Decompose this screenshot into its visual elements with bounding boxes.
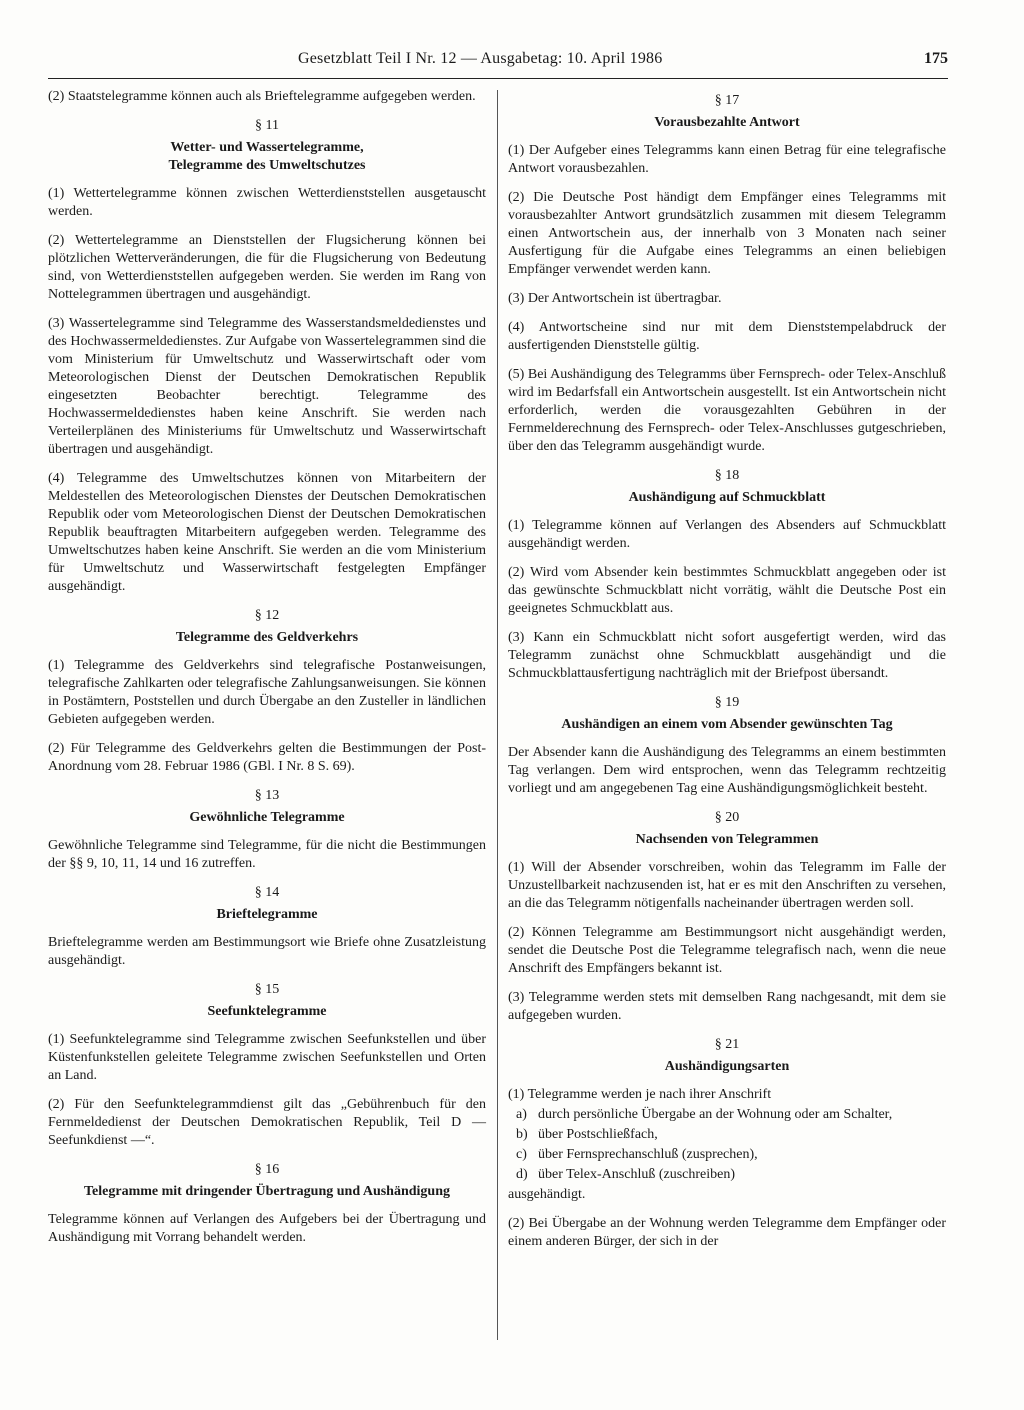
section-11-number: § 11 — [255, 118, 279, 133]
section-21-paragraph-2: (2) Bei Übergabe an der Wohnung werden Telegramme dem Empfänger oder einem anderen Bürger, der sich in der — [508, 1216, 946, 1249]
section-21-number: § 21 — [714, 1037, 740, 1052]
paragraph-10-2: (2) Staatstelegramme können auch als Brieftelegramme aufgegeben werden. — [48, 89, 476, 104]
section-13-number: § 13 — [254, 788, 280, 803]
section-15-number: § 15 — [254, 982, 280, 997]
section-11-title — [48, 139, 486, 175]
list-item — [508, 1126, 946, 1144]
section-16-title: Telegramme mit dringender Übertragung und Aushändigung — [84, 1184, 450, 1199]
column-divider — [497, 90, 498, 1340]
section-20-number: § 20 — [714, 810, 740, 825]
section-20-title: Nachsenden von Telegrammen — [635, 832, 819, 847]
list-text: durch persönliche Übergabe an der Wohnung oder am Schalter, — [538, 1107, 893, 1122]
section-17-paragraph-5: (5) Bei Aushändigung des Telegramms über Fernsprech- oder Telex-Anschluß wird im Bedarfsfall ein Antwortschein ausgestellt. Ist ein Antwortschein nicht erforderlich, werden die vorausgezahlten Gebühren in der Fernmelderechnung des Fernsprech- oder Telex-Anschlusses gutgeschrieben, über den das Telegramm ausgehändigt wurde. — [508, 367, 946, 454]
list-text: über Fernsprechanschluß (zusprechen), — [538, 1147, 758, 1162]
section-19-paragraph-1: Der Absender kann die Aushändigung des Telegramms an einem bestimmten Tag verlangen. Dem wird entsprochen, wenn das Telegramm rechtzeitig vorliegt und am angegebenen Tag eine Aushändigungsmöglichkeit besteht. — [508, 745, 946, 796]
section-11-title-line1: Wetter- und Wassertelegramme, — [170, 140, 364, 155]
section-18-number: § 18 — [714, 468, 740, 483]
list-item — [508, 1166, 946, 1184]
section-11-title-line2: Telegramme des Umweltschutzes — [168, 158, 366, 173]
section-17-paragraph-4: (4) Antwortscheine sind nur mit dem Dienststempelabdruck der ausfertigenden Dienststelle gültig. — [508, 320, 946, 353]
section-21-paragraph-1: (1) Telegramme werden je nach ihrer Anschrift — [508, 1087, 772, 1102]
section-14-paragraph-1: Brieftelegramme werden am Bestimmungsort wie Briefe ohne Zusatzleistung ausgehändigt. — [48, 935, 486, 968]
section-12-paragraph-1: (1) Telegramme des Geldverkehrs sind telegrafische Postanweisungen, telegrafische Zahlkarten oder telegrafische Zahlungsanweisungen. Sie können in Postämtern, Poststellen und durch Übergabe an den Zusteller in ländlichen Gebieten aufgegeben werden. — [48, 658, 486, 727]
section-18-paragraph-1: (1) Telegramme können auf Verlangen des Absenders auf Schmuckblatt ausgehändigt werden. — [508, 518, 946, 551]
section-17-paragraph-2: (2) Die Deutsche Post händigt dem Empfänger eines Telegramms mit vorausbezahlter Antwort grundsätzlich zusammen mit diesem Telegramm einen Antwortschein aus, der innerhalb von 3 Monaten nach seiner Ausfertigung für die Aufgabe eines Telegramms an einen beliebigen Empfänger verwendet werden kann. — [508, 190, 946, 277]
section-17-title: Vorausbezahlte Antwort — [654, 115, 800, 130]
section-15-paragraph-1: (1) Seefunktelegramme sind Telegramme zwischen Seefunkstellen und über Küstenfunkstellen geleitete Telegramme zwischen Seefunkstellen und Orten an Land. — [48, 1032, 486, 1083]
section-21-list — [508, 1106, 946, 1184]
section-11-paragraph-2: (2) Wettertelegramme an Dienststellen der Flugsicherung können bei plötzlichen Wetterveränderungen, die für die Flugsicherung von Bedeutung sind, von Wetterdienststellen aufgegeben werden. Sie werden im Rang von Nottelegrammen übertragen und ausgehändigt. — [48, 233, 486, 302]
section-18-title: Aushändigung auf Schmuckblatt — [628, 490, 826, 505]
section-19-title: Aushändigen an einem vom Absender gewünschten Tag — [561, 717, 893, 732]
section-20-paragraph-3: (3) Telegramme werden stets mit demselben Rang nachgesandt, mit dem sie aufgegeben wurden. — [508, 990, 946, 1023]
list-marker: c) — [516, 1147, 527, 1162]
section-21-title: Aushändigungsarten — [664, 1059, 790, 1074]
list-item — [508, 1106, 946, 1124]
section-16-number: § 16 — [254, 1162, 280, 1177]
page-header — [48, 48, 948, 79]
section-13-title: Gewöhnliche Telegramme — [189, 810, 345, 825]
section-11-paragraph-3: (3) Wassertelegramme sind Telegramme des Wasserstandsmeldedienstes und des Hochwassermeldedienstes. Zur Aufgabe von Wassertelegrammen sind die vom Ministerium für Umweltschutz und Wasserwirtschaft oder vom Meteorologischen Dienst der Deutschen Demokratischen Republik eingesetzten Beobachter berechtigt. Telegramme des Hochwassermeldedienstes haben keine Anschrift. Sie werden nach Verteilerplänen des Ministeriums für Umweltschutz und Wasserwirtschaft übertragen und ausgehändigt. — [48, 316, 486, 457]
list-marker: b) — [516, 1127, 528, 1142]
section-12-paragraph-2: (2) Für Telegramme des Geldverkehrs gelten die Bestimmungen der Post-Anordnung vom 28. Februar 1986 (GBl. I Nr. 8 S. 69). — [48, 741, 486, 774]
section-14-number: § 14 — [254, 885, 280, 900]
list-marker: d) — [516, 1167, 528, 1182]
section-21-list-closing: ausgehändigt. — [508, 1187, 586, 1202]
right-column — [508, 92, 946, 1262]
header-title: Gesetzblatt Teil I Nr. 12 — Ausgabetag: 10. April 1986 — [298, 50, 663, 67]
section-16-paragraph-1: Telegramme können auf Verlangen des Aufgebers bei der Übertragung und Aushändigung mit Vorrang behandelt werden. — [48, 1212, 486, 1245]
section-20-paragraph-1: (1) Will der Absender vorschreiben, wohin das Telegramm im Falle der Unzustellbarkeit nachzusenden ist, hat er es mit den Anschriften zu versehen, an die das Telegramm nötigenfalls nacheinander übertragen werden soll. — [508, 860, 946, 911]
section-17-paragraph-1: (1) Der Aufgeber eines Telegramms kann einen Betrag für eine telegrafische Antwort vorausbezahlen. — [508, 143, 946, 176]
section-20-paragraph-2: (2) Können Telegramme am Bestimmungsort nicht ausgehändigt werden, sendet die Deutsche Post die Telegramme telegrafisch nach, wenn die neue Anschrift des Empfängers bekannt ist. — [508, 925, 946, 976]
section-11-paragraph-1: (1) Wettertelegramme können zwischen Wetterdienststellen ausgetauscht werden. — [48, 186, 486, 219]
section-13-paragraph-1: Gewöhnliche Telegramme sind Telegramme, für die nicht die Bestimmungen der §§ 9, 10, 11, 14 und 16 zutreffen. — [48, 838, 486, 871]
section-12-number: § 12 — [254, 608, 280, 623]
section-18-paragraph-2: (2) Wird vom Absender kein bestimmtes Schmuckblatt angegeben oder ist das gewünschte Schmuckblatt nicht vorrätig, wählt die Deutsche Post ein geeignetes Schmuckblatt aus. — [508, 565, 946, 616]
list-text: über Postschließfach, — [538, 1127, 658, 1142]
section-15-paragraph-2: (2) Für den Seefunktelegrammdienst gilt das „Gebührenbuch für den Fernmeldedienst der Deutschen Demokratischen Republik, Teil D — Seefunkdienst —“. — [48, 1097, 486, 1148]
section-18-paragraph-3: (3) Kann ein Schmuckblatt nicht sofort ausgefertigt werden, wird das Telegramm zunächst ohne Schmuckblatt ausgehändigt und die Schmuckblattausfertigung nachträglich mit der Briefpost übersandt. — [508, 630, 946, 681]
left-column — [48, 88, 486, 1258]
section-15-title: Seefunktelegramme — [207, 1004, 327, 1019]
list-text: über Telex-Anschluß (zuschreiben) — [538, 1167, 736, 1182]
page-number: 175 — [924, 50, 948, 67]
list-item — [508, 1146, 946, 1164]
section-11-paragraph-4: (4) Telegramme des Umweltschutzes können von Mitarbeitern der Meldestellen des Meteorologischen Dienstes der Deutschen Demokratischen Republik oder vom Meteorologischen Dienst der Deutschen Demokratischen Republik beauftragten Mitarbeitern aufgegeben werden. Telegramme des Umweltschutzes haben keine Anschrift. Sie werden an die vom Ministerium für Umweltschutz und Wasserwirtschaft festgelegten Empfänger ausgehändigt. — [48, 471, 486, 594]
section-14-title: Brieftelegramme — [216, 907, 318, 922]
list-marker: a) — [516, 1107, 527, 1122]
section-19-number: § 19 — [714, 695, 740, 710]
section-12-title: Telegramme des Geldverkehrs — [175, 630, 359, 645]
section-17-paragraph-3: (3) Der Antwortschein ist übertragbar. — [508, 291, 722, 306]
section-17-number: § 17 — [714, 93, 740, 108]
